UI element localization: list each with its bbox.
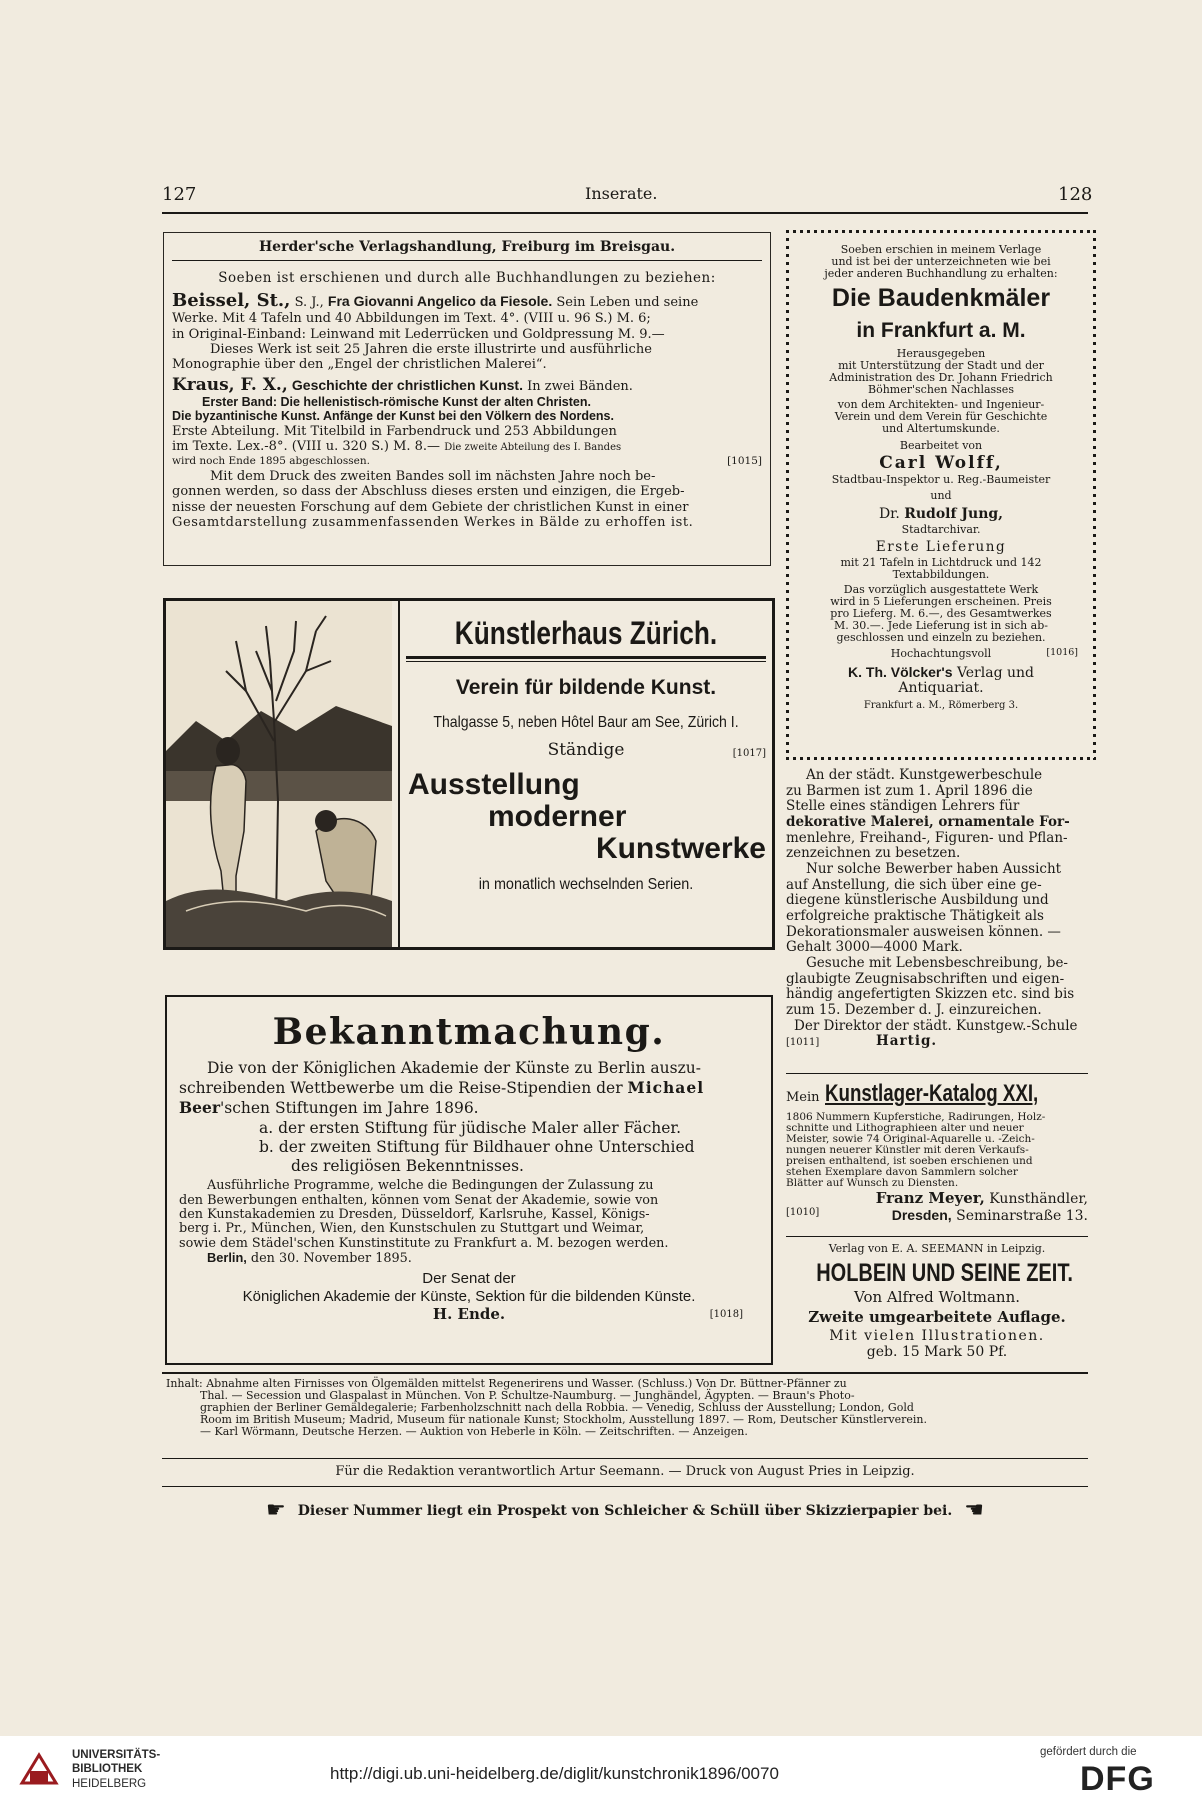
kh-verein: Verein für bildende Kunst.: [455, 676, 717, 699]
hb-verlag: Verlag von E. A. SEEMANN in Leipzig.: [828, 1242, 1046, 1255]
bk-small: berg i. Pr., München, Wien, den Kunstschulen zu Stuttgart und Weimar,: [179, 1221, 645, 1237]
barmen-line: Nur solche Bewerber haben Aussicht: [806, 860, 1062, 877]
hb-title: HOLBEIN UND SEINE ZEIT.: [816, 1259, 1073, 1287]
barmen-line: zu Barmen ist zum 1. April 1896 die: [786, 782, 1033, 799]
prospekt-row: [162, 1498, 1088, 1523]
inhalt-line: Thal. — Secession und Glaspalast in München. Von P. Schultze-Naumburg. — Junghändel, Ägypten. — Braun's Photo-: [200, 1389, 855, 1403]
kuenstlerhaus-ad: [163, 598, 775, 950]
bd-lief: Erste Lieferung: [875, 538, 1007, 555]
page-number-right: 128: [1058, 184, 1093, 205]
library-name: UNIVERSITÄTS-: [72, 1749, 161, 1761]
source-url[interactable]: http://digi.ub.uni-heidelberg.de/diglit/kunstchronik1896/0070: [330, 1764, 779, 1783]
kl-line: preisen enthaltend, ist soeben erschienen und: [786, 1155, 1033, 1168]
ref-1018: [1018]: [709, 1309, 743, 1321]
herder-header: Herder'sche Verlagshandlung, Freiburg im Breisgau.: [258, 239, 676, 255]
barmen-l1: An der städt. Kunstgewerbeschule: [806, 767, 1043, 783]
kh-series: in monatlich wechselnden Serien.: [478, 876, 694, 893]
barmen-line: Gehalt 3000—4000 Mark.: [786, 939, 963, 956]
barmen-line: glaubigte Zeugnisabschriften und eigen-: [786, 970, 1065, 987]
bk-senat: Der Senat der: [422, 1270, 516, 1288]
bd-werk: M. 30.—. Jede Lieferung ist in sich ab-: [834, 619, 1048, 633]
pointing-hand-left-icon: ☚: [964, 1498, 984, 1523]
bd-hoch: Hochachtungsvoll: [890, 647, 992, 661]
bd-subtitle: in Frankfurt a. M.: [856, 318, 1026, 342]
herder-para: nisse der neuesten Forschung auf dem Gebiete der christlichen Kunst in einer: [172, 499, 689, 515]
bd-wolff: Carl Wolff,: [879, 452, 1003, 473]
holbein-ad: [786, 1242, 1088, 1360]
rule-footer: [162, 1458, 1088, 1459]
barmen-line: Gesuche mit Lebensbeschreibung, be-: [806, 954, 1068, 971]
barmen-sign: Hartig.: [876, 1033, 938, 1050]
bk-title: Bekanntmachung.: [272, 1011, 666, 1053]
herder-intro: Soeben ist erschienen und durch alle Buchhandlungen zu beziehen:: [218, 270, 716, 286]
library-name: BIBLIOTHEK: [72, 1763, 143, 1776]
bk-line: schreibenden Wettbewerbe um die Reise-Stipendien der Michael: [179, 1078, 705, 1098]
footer-bar: [0, 1736, 1202, 1810]
barmen-line: dekorative Malerei, ornamentale For-: [786, 813, 1070, 830]
bd-hrsg: von dem Architekten- und Ingenieur-: [837, 398, 1045, 412]
bd-intro: Soeben erschien in meinem Verlage: [840, 243, 1042, 256]
inhalt-line: Room im British Museum; Madrid, Museum für nationale Kunst; Stockholm, Ausstellung 1897. — Rom, Deutscher Künstlerverein.: [200, 1413, 927, 1427]
beissel-line: Werke. Mit 4 Tafeln und 40 Abbildungen im Text. 4°. (VIII u. 96 S.) M. 6;: [172, 311, 651, 327]
bd-hrsg: und Altertumskunde.: [882, 422, 1000, 436]
bd-werk: wird in 5 Lieferungen erscheinen. Preis: [830, 595, 1052, 609]
rule-right-2: [786, 1236, 1088, 1237]
bk-small: den Kunstakademien zu Dresden, Düsseldorf, Karlsruhe, Kassel, Königs-: [179, 1206, 650, 1222]
bk-sign: H. Ende.: [432, 1305, 506, 1324]
kl-title-row: Mein Kunstlager-Katalog XXI,: [786, 1080, 1038, 1107]
hb-ill: Mit vielen Illustrationen.: [829, 1328, 1045, 1344]
kh-ausstellung: Ausstellung: [408, 768, 580, 801]
prospekt-text: Dieser Nummer liegt ein Prospekt von Schleicher & Schüll über Skizzierpapier bei.: [297, 1502, 953, 1519]
kl-line: Meister, sowie 74 Original-Aquarelle u. -Zeich-: [786, 1133, 1035, 1146]
barmen-line: erfolgreiche praktische Thätigkeit als: [786, 907, 1044, 924]
bk-small: sowie dem Städel'schen Kunstinstitute zu Frankfurt a. M. bezogen werden.: [179, 1235, 669, 1251]
bd-hrsg: Herausgegeben: [896, 346, 986, 360]
barmen-line: auf Anstellung, die sich über eine ge-: [786, 876, 1042, 893]
kl-dresden: [1010] Dresden, Seminarstraße 13.: [786, 1207, 1088, 1225]
hb-von: Von Alfred Woltmann.: [853, 1288, 1021, 1306]
herder-para: gonnen werden, so dass der Abschluss dieses ersten und einzigen, die Ergeb-: [172, 484, 685, 500]
herder-para: Gesamtdarstellung zusammenfassenden Werkes in Bälde zu erhoffen ist.: [172, 515, 694, 531]
kraus-band: Erster Band: Die hellenistisch-römische Kunst der alten Christen.: [202, 394, 591, 409]
kraus-band: Die byzantinische Kunst. Anfänge der Kunst bei den Völkern des Nordens.: [172, 409, 614, 424]
bd-jung-role: Stadtarchivar.: [901, 522, 981, 536]
barmen-line: händig angefertigten Skizzen etc. sind bis: [786, 986, 1075, 1003]
hb-price: geb. 15 Mark 50 Pf.: [866, 1344, 1008, 1360]
kh-moderner: moderner: [488, 800, 627, 833]
barmen-line: Dekorationsmaler ausweisen können. —: [786, 923, 1061, 940]
barmen-line: Stelle eines ständigen Lehrers für: [786, 798, 1020, 815]
kh-staendige: Ständige: [547, 740, 625, 760]
beissel-line: in Original-Einband: Leinwand mit Lederrücken und Goldpressung M. 9.—: [172, 326, 665, 342]
bd-tafeln: mit 21 Tafeln in Lichtdruck und 142: [840, 555, 1042, 569]
kh-address: Thalgasse 5, neben Hôtel Baur am See, Zürich I.: [433, 714, 739, 731]
rule-footer-2: [162, 1486, 1088, 1487]
bk-akademie: Königlichen Akademie der Künste, Sektion für die bildenden Künste.: [242, 1288, 696, 1306]
bd-addr: Frankfurt a. M., Römerberg 3.: [863, 700, 1019, 712]
herder-ad: [163, 232, 771, 566]
bd-title: Die Baudenkmäler: [831, 284, 1051, 313]
bd-antiq: Antiquariat.: [898, 679, 984, 696]
barmen-line: Der Direktor der städt. Kunstgew.-Schule: [794, 1017, 1078, 1034]
kl-line: schnitte und Lithographieen alter und neuer: [786, 1122, 1024, 1135]
hb-aufl: Zweite umgearbeitete Auflage.: [808, 1308, 1066, 1326]
bd-wolff-role: Stadtbau-Inspektor u. Reg.-Baumeister: [831, 473, 1051, 487]
bk-small: den Bewerbungen enthalten, können vom Senat der Akademie, sowie von: [179, 1192, 659, 1208]
rule-inhalt: [162, 1372, 1088, 1374]
herder-para: Mit dem Druck des zweiten Bandes soll im nächsten Jahre noch be-: [210, 469, 656, 485]
redaktion-line: Für die Redaktion verantwortlich Artur Seemann. — Druck von August Pries in Leipzig.: [335, 1464, 915, 1479]
barmen-line: menlehre, Freihand-, Figuren- und Pflan-: [786, 829, 1068, 846]
bd-tafeln: Textabbildungen.: [892, 567, 990, 581]
bd-bearb: Bearbeitet von: [899, 438, 983, 452]
barmen-line: zum 15. Dezember d. J. einzureichen.: [786, 1001, 1042, 1018]
bd-hrsg: Verein und dem Verein für Geschichte: [834, 410, 1048, 424]
inhalt-line: — Karl Wörmann, Deutsche Herzen. — Auktion von Heberle in Köln. — Zeitschriften. — Anzeigen.: [200, 1425, 748, 1439]
header-rule: [162, 212, 1088, 214]
baudenkmaeler-ad: [786, 230, 1096, 760]
barmen-line: diegene künstlerische Ausbildung und: [786, 892, 1049, 909]
bk-small: Ausführliche Programme, welche die Bedingungen der Zulassung zu: [207, 1178, 654, 1194]
beissel-line: Dieses Werk ist seit 25 Jahren die erste illustrirte und ausführliche: [210, 341, 652, 357]
bd-hrsg: Böhmer'schen Nachlasses: [868, 383, 1014, 397]
bd-werk: pro Lieferg. M. 6.—, des Gesamtwerkes: [830, 607, 1052, 621]
kl-line: stehen Exemplare davon Sammlern solcher: [786, 1166, 1018, 1179]
kraus-line: wird noch Ende 1895 abgeschlossen. [1015]: [172, 454, 762, 467]
garden-illustration: [166, 601, 392, 947]
pointing-hand-right-icon: ☛: [266, 1498, 286, 1523]
bk-line: Die von der Königlichen Akademie der Künste zu Berlin auszu-: [207, 1059, 701, 1077]
page-number-left: 127: [162, 184, 197, 205]
ref-1015: [1015]: [727, 454, 762, 467]
bd-und: und: [930, 489, 952, 503]
ref-1016: [1016]: [1046, 647, 1078, 659]
inhalt: [166, 1378, 1090, 1438]
bd-intro: jeder anderen Buchhandlung zu erhalten:: [824, 267, 1058, 281]
rule-right-1: [786, 1073, 1088, 1074]
ref-1017: [1017]: [732, 748, 766, 759]
kl-meyer: Franz Meyer, Kunsthändler,: [875, 1189, 1088, 1208]
beissel-entry: Beissel, St., S. J., Fra Giovanni Angelico da Fiesole. Sein Leben und seine: [172, 290, 699, 311]
bk-item-a: a. der ersten Stiftung für jüdische Maler aller Fächer.: [259, 1118, 682, 1137]
bd-hrsg: mit Unterstützung der Stadt und der: [838, 358, 1044, 372]
bd-werk: Das vorzüglich ausgestattete Werk: [843, 583, 1039, 597]
bd-werk: geschlossen und einzeln zu beziehen.: [836, 631, 1046, 645]
barmen-ad: [786, 768, 1088, 1052]
running-title: Inserate.: [585, 184, 658, 203]
kraus-entry: Kraus, F. X., Geschichte der christlichen Kunst. In zwei Bänden.: [172, 374, 633, 395]
bd-voelcker: K. Th. Völcker's Verlag und: [848, 663, 1034, 681]
beissel-line: Monographie über den „Engel der christlichen Malerei“.: [172, 357, 547, 373]
kl-line: nungen neuerer Künstler mit deren Verkaufs-: [786, 1144, 1029, 1157]
kl-line: 1806 Nummern Kupferstiche, Radirungen, Holz-: [786, 1111, 1046, 1123]
kunstlager-ad: [786, 1080, 1088, 1224]
kraus-line: Erste Abteilung. Mit Titelbild in Farbendruck und 253 Abbildungen: [172, 424, 617, 440]
bd-intro: und ist bei der unterzeichneten wie bei: [831, 255, 1051, 269]
bk-line: Beer'schen Stiftungen im Jahre 1896.: [179, 1098, 479, 1118]
bd-hrsg: Administration des Dr. Johann Friedrich: [829, 371, 1053, 385]
bk-item-b: b. der zweiten Stiftung für Bildhauer ohne Unterschied: [259, 1137, 695, 1156]
bk-item-b2: des religiösen Bekenntnisses.: [291, 1157, 524, 1176]
dfg-logo: DFG: [1080, 1760, 1155, 1798]
bk-date: Berlin, den 30. November 1895.: [207, 1249, 412, 1266]
ref-1010: [1010]: [786, 1207, 820, 1219]
funding-note: gefördert durch die: [1040, 1746, 1137, 1758]
kl-line: Blätter auf Wunsch zu Diensten.: [786, 1177, 959, 1190]
library-logo-icon: [16, 1747, 62, 1793]
inhalt-line: graphien der Berliner Gemäldegalerie; Farbenholzschnitt nach della Robbia. — Venedig, Schluss der Ausstellung; London, Gold: [200, 1401, 914, 1415]
bekanntmachung-ad: [165, 995, 773, 1365]
inhalt-line: Inhalt: Abnahme alten Firnisses von Ölgemälden mittelst Regenerirens und Wasser. (Schluss.) Von Dr. Büttner-Pfänner zu: [166, 1377, 847, 1390]
barmen-line: zenzeichnen zu besetzen.: [786, 845, 961, 862]
kraus-line: im Texte. Lex.-8°. (VIII u. 320 S.) M. 8.— Die zweite Abteilung des I. Bandes: [172, 439, 622, 455]
library-name: HEIDELBERG: [72, 1777, 147, 1790]
bd-jung: Dr. Rudolf Jung,: [878, 505, 1004, 522]
kh-title: Künstlerhaus Zürich.: [454, 615, 718, 651]
ref-1011: [1011]: [786, 1037, 820, 1049]
kh-kunstwerke: Kunstwerke: [595, 832, 766, 865]
